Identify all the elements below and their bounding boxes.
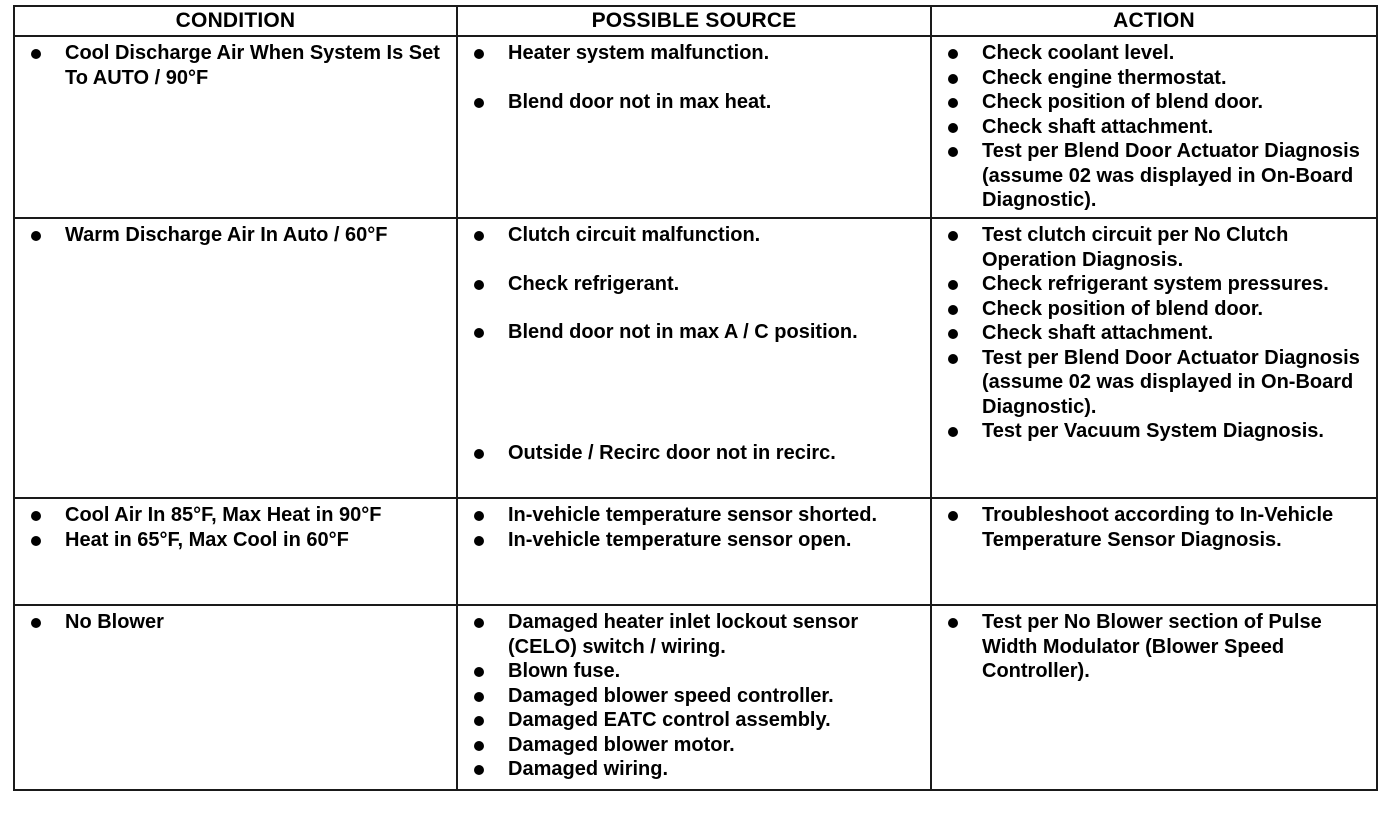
- list-item: Check position of blend door.: [942, 90, 1370, 115]
- action-cell: [931, 498, 1377, 605]
- bullet-icon: [474, 280, 484, 290]
- bullet-icon: [948, 280, 958, 290]
- list-item: Outside / Recirc door not in recirc.: [468, 441, 924, 466]
- condition-cell: [14, 498, 457, 605]
- bullet-icon: [474, 231, 484, 241]
- list-item: No Blower: [25, 610, 450, 635]
- list-item: Test per No Blower section of Pulse Width Modulator (Blower Speed Controller).: [942, 610, 1370, 684]
- bullet-icon: [31, 618, 41, 628]
- list-item: Blend door not in max heat.: [468, 90, 924, 115]
- list-item: In-vehicle temperature sensor open.: [468, 528, 924, 553]
- bullet-icon: [474, 667, 484, 677]
- list-item: Test per Vacuum System Diagnosis.: [942, 419, 1370, 444]
- bullet-icon: [474, 98, 484, 108]
- source-cell: [457, 218, 931, 498]
- action-cell: [931, 605, 1377, 790]
- list-item: In-vehicle temperature sensor shorted.: [468, 503, 924, 528]
- list-item: Blend door not in max A / C position.: [468, 320, 924, 345]
- list-item: Check position of blend door.: [942, 297, 1370, 322]
- bullet-icon: [474, 449, 484, 459]
- list-item: Damaged wiring.: [468, 757, 924, 782]
- header-action: ACTION: [931, 6, 1377, 36]
- bullet-icon: [948, 305, 958, 315]
- list-item: Troubleshoot according to In-Vehicle Temperature Sensor Diagnosis.: [942, 503, 1370, 552]
- bullet-icon: [948, 329, 958, 339]
- table-row: [14, 498, 1377, 605]
- bullet-icon: [474, 536, 484, 546]
- table-row: [14, 605, 1377, 790]
- list-item: Test clutch circuit per No Clutch Operation Diagnosis.: [942, 223, 1370, 272]
- bullet-icon: [474, 692, 484, 702]
- list-item: Cool Discharge Air When System Is Set To AUTO / 90°F: [25, 41, 450, 90]
- table-row: [14, 218, 1377, 498]
- list-item: Test per Blend Door Actuator Diagnosis (assume 02 was displayed in On-Board Diagnostic).: [942, 346, 1370, 420]
- list-item: Check shaft attachment.: [942, 115, 1370, 140]
- bullet-icon: [474, 618, 484, 628]
- bullet-icon: [31, 536, 41, 546]
- table-row: [14, 36, 1377, 218]
- list-item: Damaged blower speed controller.: [468, 684, 924, 709]
- condition-cell: [14, 36, 457, 218]
- bullet-icon: [474, 511, 484, 521]
- condition-cell: [14, 218, 457, 498]
- header-condition: CONDITION: [14, 6, 457, 36]
- bullet-icon: [474, 716, 484, 726]
- bullet-icon: [948, 74, 958, 84]
- list-item: Check refrigerant system pressures.: [942, 272, 1370, 297]
- list-item: Heater system malfunction.: [468, 41, 924, 66]
- action-cell: [931, 36, 1377, 218]
- bullet-icon: [474, 741, 484, 751]
- list-item: Damaged heater inlet lockout sensor (CELO) switch / wiring.: [468, 610, 924, 659]
- bullet-icon: [31, 511, 41, 521]
- bullet-icon: [474, 765, 484, 775]
- bullet-icon: [948, 427, 958, 437]
- list-item: Clutch circuit malfunction.: [468, 223, 924, 248]
- list-item: Check refrigerant.: [468, 272, 924, 297]
- bullet-icon: [31, 231, 41, 241]
- bullet-icon: [948, 98, 958, 108]
- diagnosis-table: [13, 5, 1378, 791]
- bullet-icon: [948, 49, 958, 59]
- list-item: Damaged EATC control assembly.: [468, 708, 924, 733]
- action-cell: [931, 218, 1377, 498]
- list-item: Heat in 65°F, Max Cool in 60°F: [25, 528, 450, 553]
- bullet-icon: [474, 328, 484, 338]
- condition-cell: [14, 605, 457, 790]
- list-item: Blown fuse.: [468, 659, 924, 684]
- bullet-icon: [948, 147, 958, 157]
- source-cell: [457, 498, 931, 605]
- header-row: [14, 6, 1377, 36]
- header-possible-source: POSSIBLE SOURCE: [457, 6, 931, 36]
- list-item: Warm Discharge Air In Auto / 60°F: [25, 223, 450, 248]
- list-item: Cool Air In 85°F, Max Heat in 90°F: [25, 503, 450, 528]
- bullet-icon: [948, 123, 958, 133]
- list-item: Damaged blower motor.: [468, 733, 924, 758]
- list-item: Check coolant level.: [942, 41, 1370, 66]
- list-item: Test per Blend Door Actuator Diagnosis (assume 02 was displayed in On-Board Diagnostic).: [942, 139, 1370, 213]
- bullet-icon: [948, 511, 958, 521]
- list-item: Check engine thermostat.: [942, 66, 1370, 91]
- list-item: Check shaft attachment.: [942, 321, 1370, 346]
- bullet-icon: [31, 49, 41, 59]
- source-cell: [457, 605, 931, 790]
- bullet-icon: [474, 49, 484, 59]
- source-cell: [457, 36, 931, 218]
- bullet-icon: [948, 231, 958, 241]
- bullet-icon: [948, 618, 958, 628]
- bullet-icon: [948, 354, 958, 364]
